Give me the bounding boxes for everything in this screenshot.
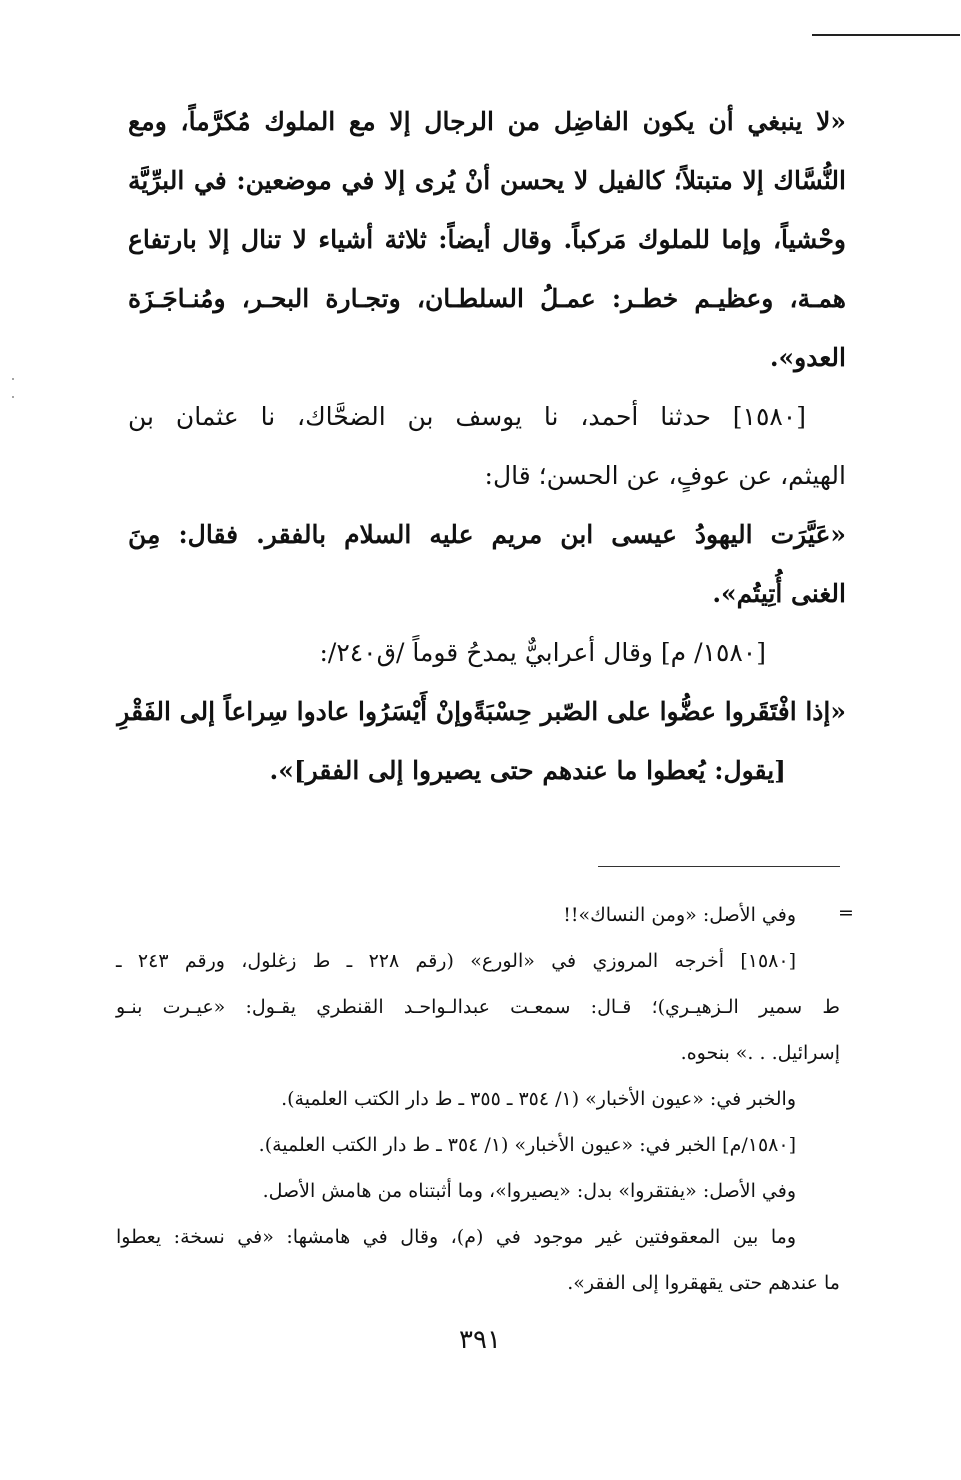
footnote-continuation-mark: = <box>838 902 854 924</box>
footnotes <box>116 892 840 1306</box>
text-line: همـة، وعظيـم خطـر: عمـلُ السلطـان، وتجـارة البحـر، ومُنـاجَـزَة <box>128 284 846 313</box>
text-line: «لا ينبغي أن يكون الفاضِل من الرجال إلا مع الملوك مُكرَّماً، ومع <box>128 107 846 136</box>
footnote-line: وما بين المعقوفتين غير موجود في (م)، وقال في هامشها: «في نسخة: يعطوا <box>116 1226 796 1248</box>
hadith-number-line: [١٥٨٠] حدثنا أحمد، نا يوسف بن الضحَّاك، نا عثمان بن <box>128 402 806 431</box>
main-text <box>117 92 846 800</box>
footnote-line: والخبر في: «عيون الأخبار» (١/ ٣٥٤ ـ ٣٥٥ ـ ط دار الكتب العلمية). <box>281 1088 796 1110</box>
verse-gloss: [يقول: يُعطوا ما عندهم حتى يصيروا إلى الفقر]». <box>269 756 786 785</box>
page-number: ٣٩١ <box>459 1325 501 1355</box>
hadith-number-line: [١٥٨٠/ م] وقال أعرابيٌّ يمدحُ قوماً /ق٢٤٠/: <box>319 638 766 667</box>
footnote-line: وفي الأصل: «ومن النساك»!! <box>563 904 796 926</box>
verse-second-hemistich: وإنْ أَيْسَرُوا عادوا سِراعاً إلى الفَقْرِ <box>117 697 474 726</box>
margin-speck <box>12 396 14 398</box>
text-line: الهيثم، عن عوفٍ، عن الحسن؛ قال: <box>484 461 846 490</box>
verse-first-hemistich: «إذا افْتَقَروا عضُّوا على الصّبر حِسْبَةً <box>473 697 846 726</box>
text-line: النُّسَّاك إلا متبتلاً؛ كالفيل لا يحسن أنْ يُرى إلا في موضعين: في البرِّيَّة <box>128 166 846 195</box>
footnote-separator <box>598 866 840 867</box>
footnote-line: ط سمير الـزهيـري)؛ قـال: سمعـت عبدالـواحـد القنطري يقـول: «عيـرت بنـو <box>116 996 840 1018</box>
poetry-verse <box>117 682 846 741</box>
footnote-line: ما عندهم حتى يقهقروا إلى الفقر». <box>567 1272 840 1294</box>
footnote-line: إسرائيل. . .» بنحوه. <box>680 1042 840 1064</box>
quote-line: «عَيَّرَت اليهودُ عيسى ابن مريم عليه السلام بالفقر. فقال: مِنَ <box>128 520 846 549</box>
footnote-line: وفي الأصل: «يفتقروا» بدل: «يصيروا»، وما أثبتناه من هامش الأصل. <box>262 1180 796 1202</box>
footnote-line: [١٥٨٠] أخرجه المروزي في «الورع» (رقم ٢٢٨ ـ ط زغلول، ورقم ٢٤٣ ـ <box>116 950 796 972</box>
quote-line: الغنى أُتِيتُم». <box>712 579 846 608</box>
text-line: وحْشياً، وإما للملوك مَركباً. وقال أيضاً: ثلاثة أشياء لا تنال إلا بارتفاع <box>128 225 846 254</box>
footnote-line: [١٥٨٠/م] الخبر في: «عيون الأخبار» (١/ ٣٥٤ ـ ط دار الكتب العلمية). <box>258 1134 796 1156</box>
header-rule <box>812 34 960 36</box>
margin-speck <box>12 378 14 380</box>
text-line: العدو». <box>769 343 846 372</box>
